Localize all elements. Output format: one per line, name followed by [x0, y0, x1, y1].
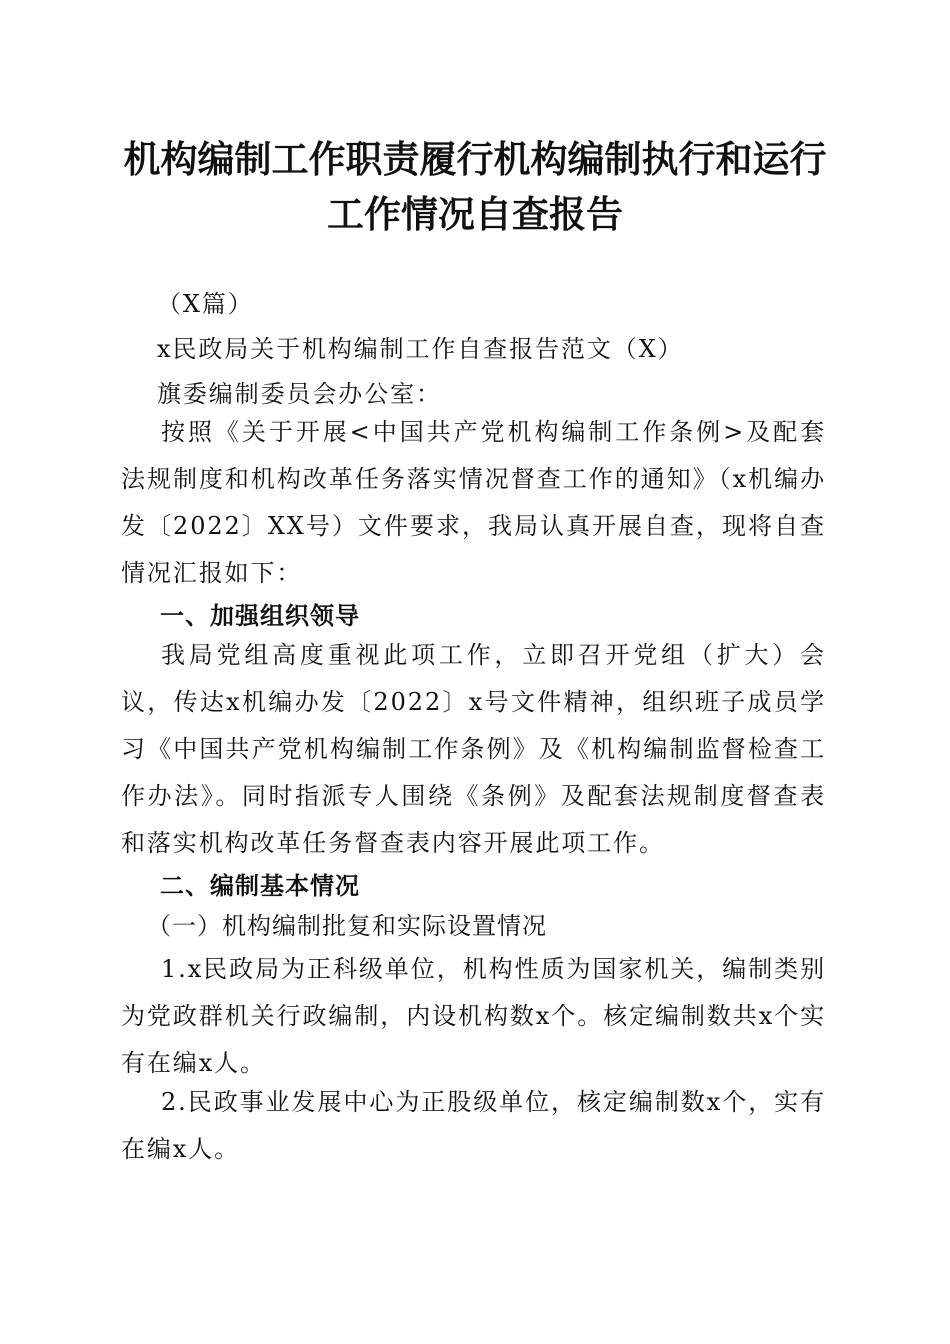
intro-paragraph: 按照《关于开展<中国共产党机构编制工作条例>及配套法规制度和机构改革任务落实情况督查工作的通知》（x机编办发〔2022〕XX号）文件要求，我局认真开展自查，现将自查情况汇报如下：	[121, 418, 826, 587]
section-2-heading: 二、编制基本情况	[160, 872, 360, 900]
document-subtitle: x民政局关于机构编制工作自查报告范文（X）	[157, 335, 684, 363]
section-2-item-2: 2.民政事业发展中心为正股级单位，核定编制数x个，实有在编x人。	[121, 1088, 826, 1163]
section-2-subheading: （一）机构编制批复和实际设置情况	[147, 912, 547, 940]
document-title: 机构编制工作职责履行机构编制执行和运行工作情况自查报告	[123, 137, 827, 236]
section-1-paragraph: 我局党组高度重视此项工作，立即召开党组（扩大）会议，传达x机编办发〔2022〕x号文件精神，组织班子成员学习《中国共产党机构编制工作条例》及《机构编制监督检查工作办法》。同时指派专人围绕《条例》及配套法规制度督查表和落实机构改革任务督查表内容开展此项工作。	[121, 641, 826, 857]
section-1-heading: 一、加强组织领导	[160, 602, 360, 630]
section-2-item-1: 1.x民政局为正科级单位，机构性质为国家机关，编制类别为党政群机关行政编制，内设机构数x个。核定编制数共x个实有在编x人。	[121, 955, 826, 1077]
part-label: （X篇）	[157, 290, 254, 318]
addressee-line: 旗委编制委员会办公室：	[157, 380, 442, 408]
